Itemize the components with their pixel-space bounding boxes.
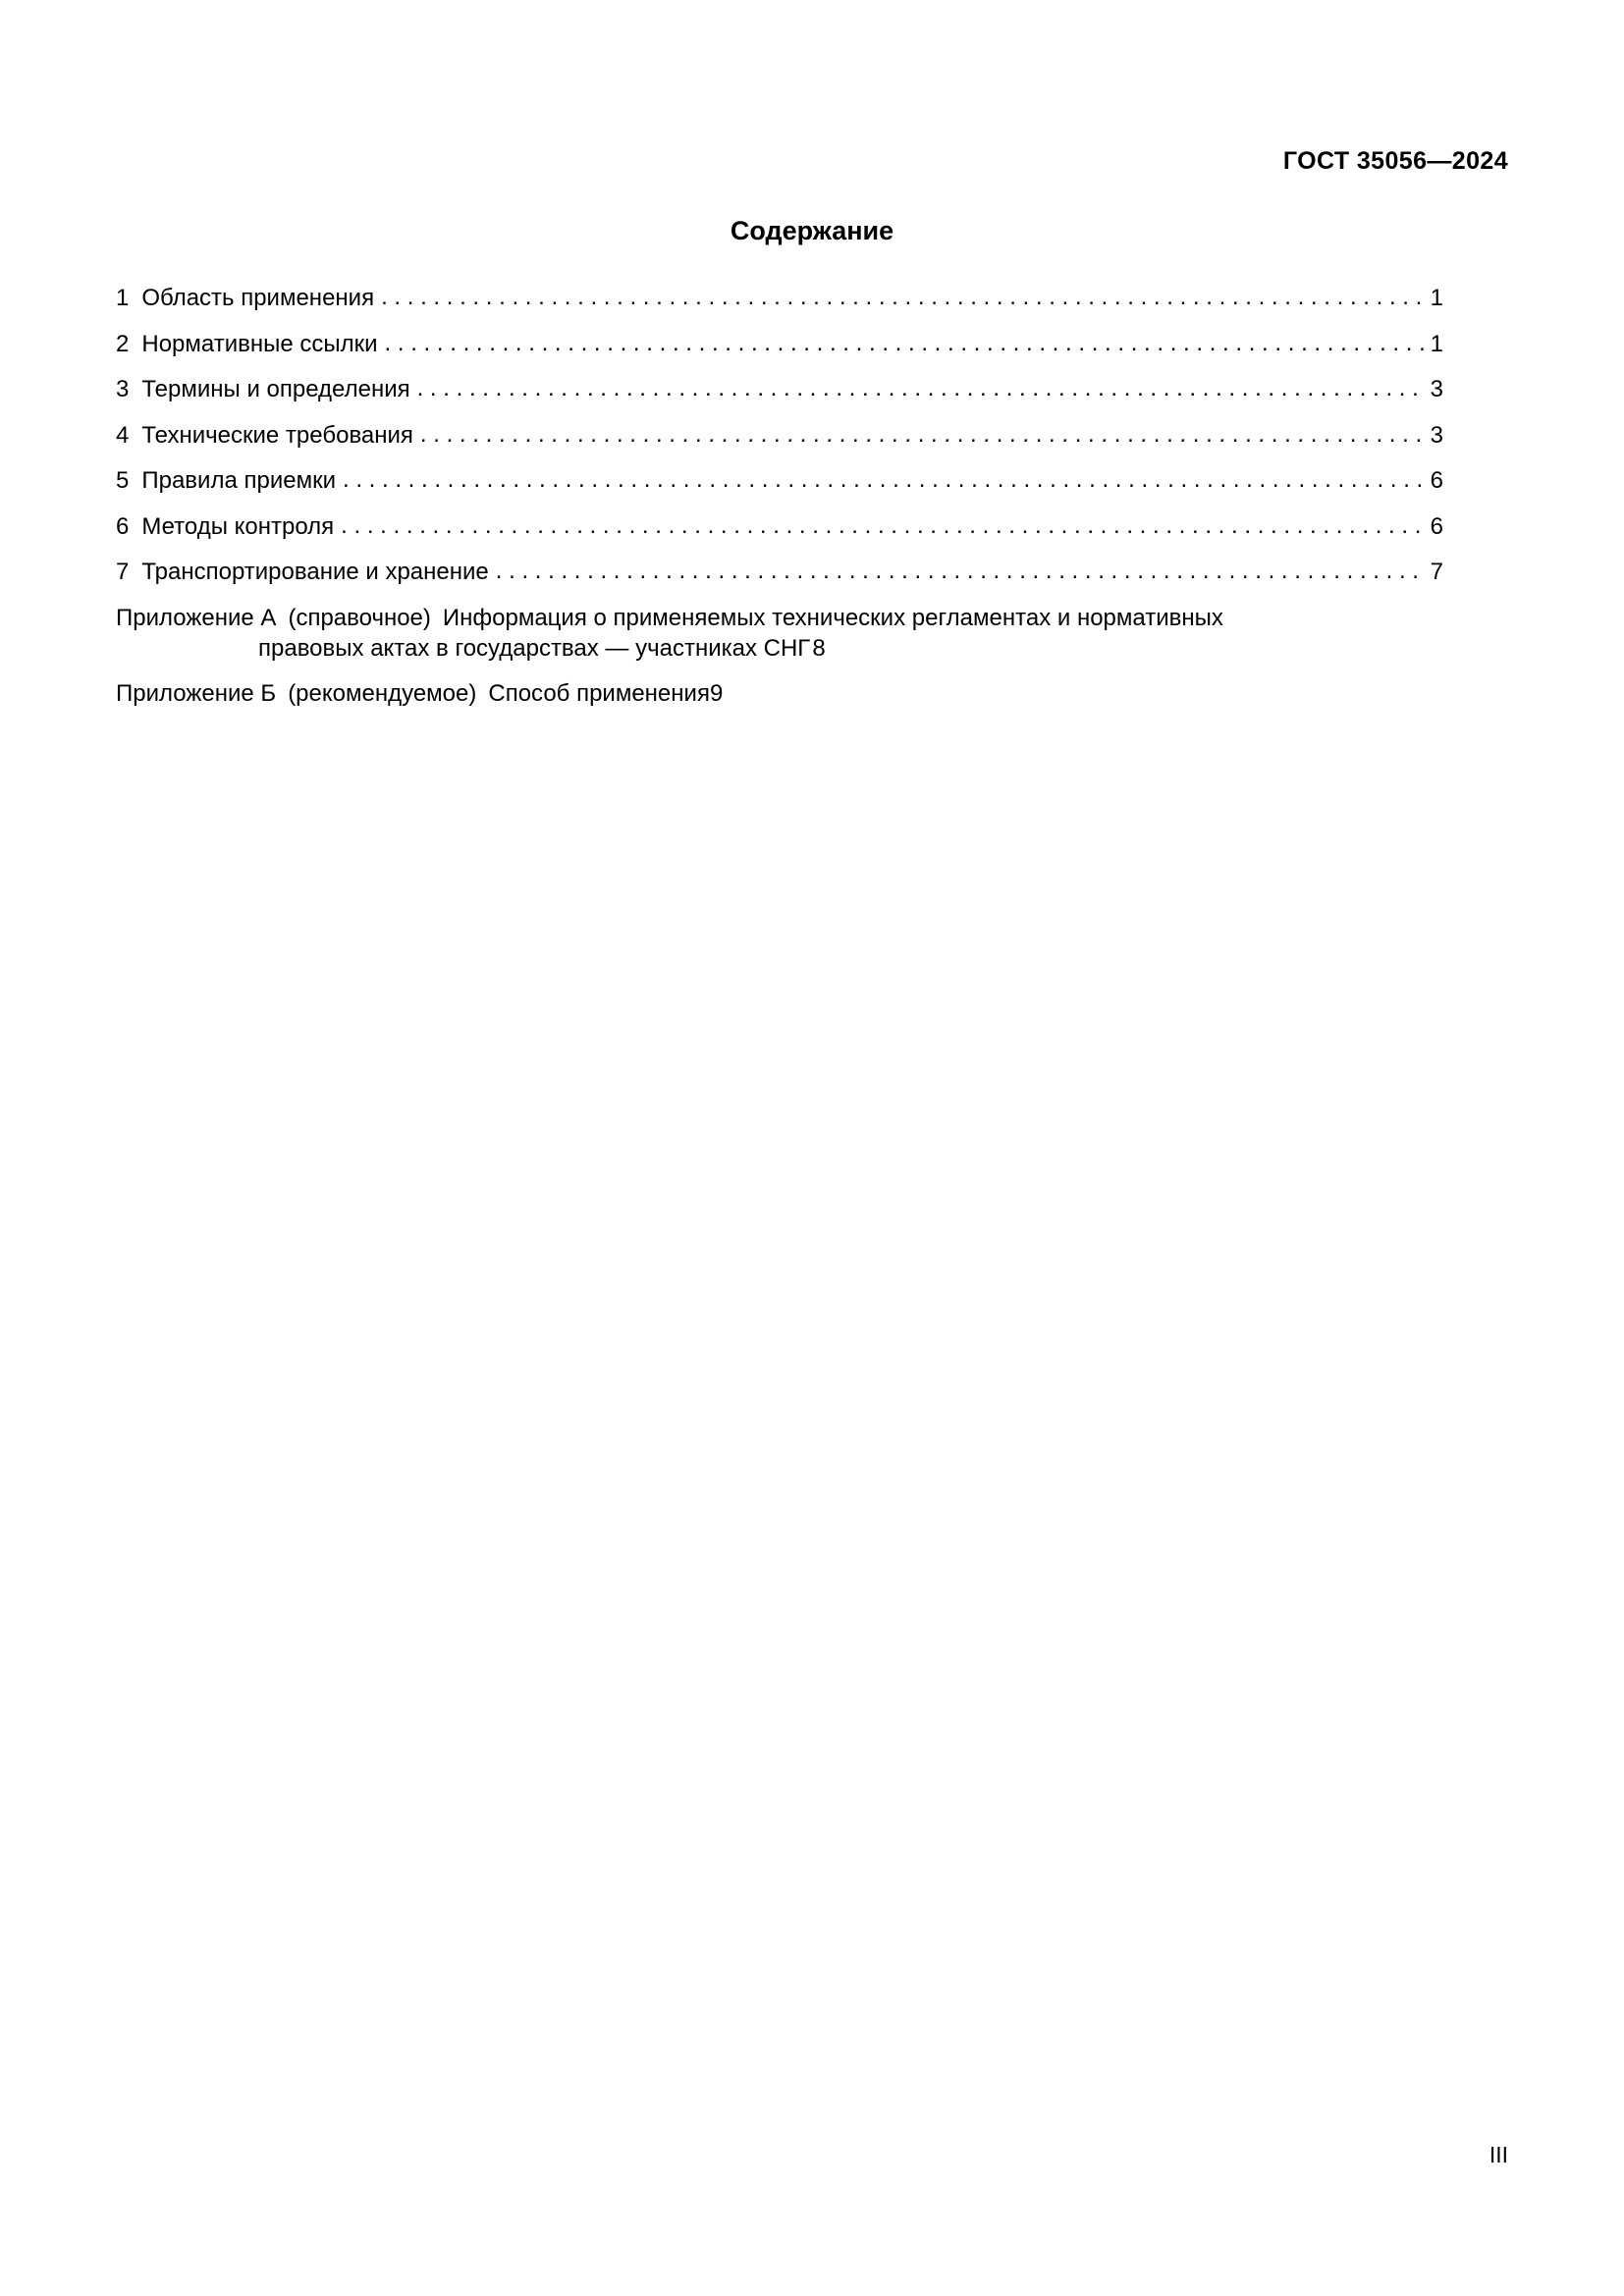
- toc-entry-number: 3: [116, 376, 130, 402]
- toc-entry[interactable]: [116, 511, 1443, 542]
- toc-entry-page: 3: [1430, 376, 1443, 402]
- toc-appendix-label: Приложение Б: [116, 680, 277, 707]
- toc-entry[interactable]: [116, 557, 1443, 587]
- toc-leader-dots: [385, 333, 1424, 358]
- toc-entry-number: 2: [116, 330, 130, 357]
- toc-entry-page: 6: [1430, 512, 1443, 540]
- toc-entry-page: 1: [1430, 285, 1443, 311]
- toc-entry-page: 1: [1430, 330, 1443, 357]
- toc-entry-number: 4: [116, 421, 130, 449]
- toc-entry-page: 3: [1430, 421, 1443, 449]
- toc-entry-label: Транспортирование и хранение: [141, 559, 489, 585]
- toc-appendix-kind: (рекомендуемое): [288, 680, 477, 707]
- toc-leader-dots: [420, 424, 1424, 450]
- document-header-standard-number: ГОСТ 35056—2024: [1282, 147, 1508, 175]
- toc-leader-dots: [343, 469, 1424, 495]
- toc-entry-label: Технические требования: [141, 421, 413, 449]
- page-title: Содержание: [730, 216, 894, 245]
- toc-leader-dots: [381, 287, 1424, 312]
- toc-appendix-entry[interactable]: [116, 603, 1443, 664]
- toc-entry-number: 6: [116, 512, 130, 540]
- toc-entry-label: Нормативные ссылки: [141, 330, 378, 357]
- toc-appendix-page: 9: [709, 680, 724, 707]
- toc-entry[interactable]: [116, 465, 1443, 496]
- toc-entry-page: 6: [1430, 467, 1443, 494]
- toc-appendix-label: Приложение А: [116, 604, 277, 631]
- toc-entry-label: Методы контроля: [141, 512, 335, 540]
- table-of-contents: [116, 283, 1443, 724]
- toc-appendix-text-line1: Информация о применяемых технических регламентах и нормативных: [442, 604, 1223, 631]
- toc-appendix-kind: (справочное): [288, 604, 431, 631]
- toc-entry-label: Правила приемки: [141, 467, 336, 494]
- toc-leader-dots: [496, 561, 1424, 586]
- toc-entry-page: 7: [1430, 559, 1443, 585]
- toc-leader-dots: [341, 515, 1424, 541]
- toc-entry-label: Область применения: [141, 285, 375, 311]
- toc-entry-label: Термины и определения: [141, 376, 410, 402]
- page-number-footer: III: [1489, 2142, 1508, 2167]
- toc-entry-number: 7: [116, 559, 130, 585]
- toc-entry[interactable]: [116, 329, 1443, 359]
- toc-leader-dots: [417, 378, 1424, 403]
- toc-entry-number: 5: [116, 467, 130, 494]
- toc-entry[interactable]: [116, 283, 1443, 313]
- toc-entry-number: 1: [116, 285, 130, 311]
- toc-appendix-text-line1: Способ применения: [488, 680, 710, 707]
- toc-appendix-text-line2: правовых актах в государствах — участниках СНГ: [258, 634, 811, 662]
- toc-entry[interactable]: [116, 420, 1443, 451]
- toc-appendix-page: 8: [812, 634, 826, 662]
- toc-entry[interactable]: [116, 374, 1443, 404]
- toc-appendix-entry[interactable]: [116, 678, 1443, 709]
